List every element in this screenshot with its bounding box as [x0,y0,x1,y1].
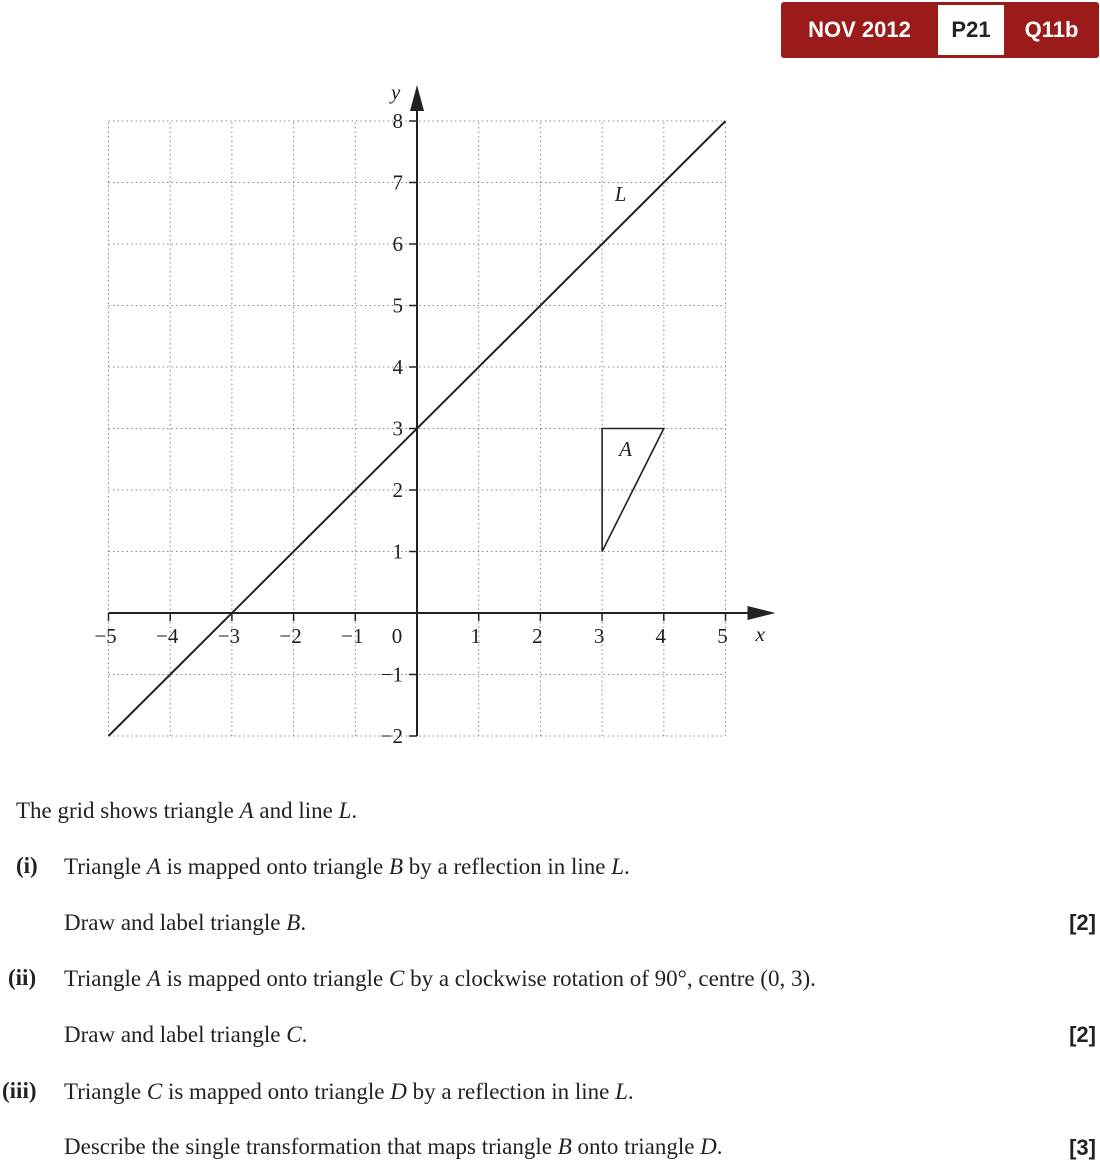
x-tick-label: −4 [156,624,179,648]
triangle-A-label: A [619,437,632,462]
y-tick-label: 8 [392,109,403,133]
part-i-number: (i) [16,853,38,878]
part-ii-number: (ii) [8,965,37,990]
part-i-marks: [2] [1069,910,1096,935]
part-iii-number: (iii) [2,1078,37,1103]
coordinate-grid [0,60,790,760]
part-iii-instruction: Describe the single transformation that maps triangle B onto triangle D. [64,1134,723,1159]
exam-reference-badge [781,2,1099,58]
x-tick-label: −5 [94,624,117,648]
paper-number: P21 [938,5,1004,55]
y-tick-label: −2 [380,724,403,748]
y-tick-label: 5 [392,293,403,318]
y-tick-label: −1 [380,662,403,687]
x-tick-label: 1 [470,624,481,648]
part-iii-statement: Triangle C is mapped onto triangle D by a reflection in line L. [64,1079,634,1104]
triangle-A [602,429,664,552]
question-number: Q11b [1024,17,1079,42]
y-tick-label: 2 [392,478,403,502]
x-tick-label: −3 [217,624,241,648]
exam-date: NOV 2012 [808,17,911,42]
x-axis-label: x [755,622,765,646]
origin-label: 0 [391,624,403,648]
y-axis-arrow [410,85,424,111]
part-ii-instruction: Draw and label triangle C. [64,1022,308,1047]
y-axis-label: y [391,80,401,104]
line-L-label: L [614,181,627,206]
x-tick-label: 3 [593,624,605,648]
x-tick-label: −1 [341,624,364,648]
part-iii-marks: [3] [1069,1135,1096,1160]
part-ii-statement: Triangle A is mapped onto triangle C by a clockwise rotation of 90°, centre (0, 3). [64,966,816,991]
part-i-instruction: Draw and label triangle B. [64,910,307,935]
y-tick-label: 3 [392,416,403,441]
x-axis-arrow [748,606,776,620]
part-ii-marks: [2] [1069,1022,1096,1047]
x-tick-label: −2 [279,624,302,648]
x-tick-label: 2 [532,624,543,648]
y-tick-label: 4 [392,355,403,379]
y-tick-label: 6 [392,232,403,256]
question-intro: The grid shows triangle A and line L. [16,798,358,823]
x-tick-label: 5 [717,624,728,648]
y-tick-label: 7 [392,170,403,195]
part-i-statement: Triangle A is mapped onto triangle B by a reflection in line L. [64,854,630,879]
y-tick-label: 1 [392,539,403,564]
x-tick-label: 4 [655,624,667,648]
